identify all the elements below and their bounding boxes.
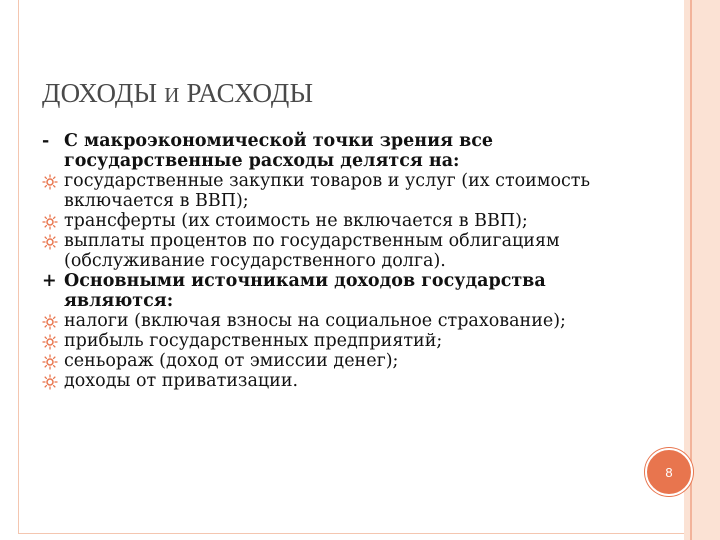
list-item-text: выплаты процентов по государственным облигациям (обслуживание государственного долга).: [64, 231, 560, 271]
section-heading-expenses: [42, 131, 642, 171]
list-item-text: трансферты (их стоимость не включается в ВВП);: [64, 211, 528, 231]
section-heading-text: С макроэкономической точки зрения все государственные расходы делятся на:: [64, 131, 494, 171]
list-item: [42, 351, 642, 371]
slide-body: [42, 131, 642, 391]
sun-bullet-icon: [42, 174, 58, 190]
list-item-text: доходы от приватизации.: [64, 371, 299, 391]
sidebar-line: [690, 0, 692, 540]
sun-bullet-icon: [42, 354, 58, 370]
list-item-text: государственные закупки товаров и услуг (их стоимость включается в ВВП);: [64, 171, 591, 211]
list-item-text: сеньораж (доход от эмиссии денег);: [64, 351, 399, 371]
sun-bullet-icon: [42, 314, 58, 330]
sun-bullet-icon: [42, 214, 58, 230]
dash-marker: -: [42, 131, 50, 151]
title-conjunction: И: [164, 83, 180, 107]
list-item: [42, 211, 642, 231]
title-word-1: ДОХОДЫ: [42, 78, 158, 108]
list-item: [42, 311, 642, 331]
list-item: [42, 331, 642, 351]
sun-bullet-icon: [42, 374, 58, 390]
page-number-badge: [645, 448, 693, 496]
section-heading-text: Основными источниками доходов государства являются:: [64, 271, 546, 311]
slide-title: [42, 78, 313, 109]
list-item: [42, 171, 642, 211]
title-word-2: РАСХОДЫ: [186, 78, 314, 108]
list-item: [42, 231, 642, 271]
section-heading-revenues: [42, 271, 642, 311]
list-item-text: налоги (включая взносы на социальное страхование);: [64, 311, 566, 331]
plus-marker: +: [42, 271, 57, 291]
sun-bullet-icon: [42, 334, 58, 350]
list-item: [42, 371, 642, 391]
page-number: 8: [665, 464, 673, 480]
list-item-text: прибыль государственных предприятий;: [64, 331, 443, 351]
sun-bullet-icon: [42, 234, 58, 250]
